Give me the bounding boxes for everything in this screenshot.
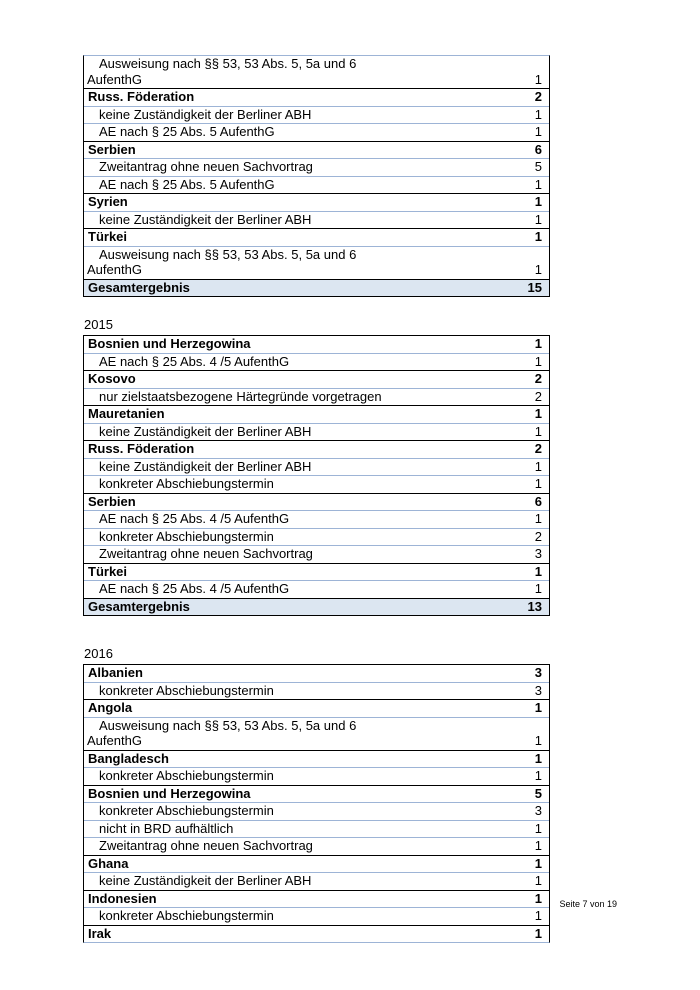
row-label-text: Ausweisung nach §§ 53, 53 Abs. 5, 5a und 6 bbox=[99, 56, 357, 71]
row-value: 1 bbox=[534, 855, 542, 871]
row-value: 1 bbox=[534, 908, 542, 923]
row-label-text: AE nach § 25 Abs. 4 /5 AufenthG bbox=[99, 353, 290, 369]
row-label-text: Zweitantrag ohne neuen Sachvortrag bbox=[99, 159, 313, 174]
row-label-text: Russ. Föderation bbox=[88, 441, 195, 456]
row-value: 2 bbox=[534, 388, 542, 404]
row-value: 1 bbox=[534, 838, 542, 853]
row-label-text: Albanien bbox=[88, 665, 143, 680]
row-value: 5 bbox=[534, 785, 542, 801]
row-label bbox=[84, 194, 515, 211]
row-value: 1 bbox=[534, 106, 542, 122]
table-row-sub-wrap bbox=[84, 56, 549, 88]
table-row-country bbox=[84, 336, 549, 353]
table-row-country bbox=[84, 890, 549, 908]
row-label bbox=[84, 494, 515, 511]
table-row-sub bbox=[84, 353, 549, 371]
row-value: 1 bbox=[534, 476, 542, 491]
row-label bbox=[84, 599, 515, 616]
row-label-text: nicht in BRD aufhältlich bbox=[99, 820, 234, 836]
row-label-text-line2: AufenthG bbox=[87, 71, 142, 87]
table-row-sub bbox=[84, 907, 549, 925]
row-label bbox=[84, 459, 515, 476]
row-value: 1 bbox=[534, 820, 542, 836]
table-row-sub bbox=[84, 802, 549, 820]
table-row-country bbox=[84, 370, 549, 388]
row-label bbox=[84, 803, 515, 820]
row-value: 1 bbox=[534, 768, 542, 783]
tables-area bbox=[83, 55, 550, 943]
row-label-text: Bangladesch bbox=[88, 750, 169, 766]
pivot-table bbox=[83, 335, 550, 616]
table-row-sub bbox=[84, 682, 549, 700]
table-row-sub bbox=[84, 106, 549, 124]
row-label-text: Syrien bbox=[88, 194, 128, 209]
row-label bbox=[84, 89, 515, 106]
row-label-text: keine Zuständigkeit der Berliner ABH bbox=[99, 423, 312, 439]
row-label bbox=[84, 354, 515, 371]
row-label bbox=[84, 856, 515, 873]
row-label bbox=[84, 838, 515, 855]
table-row-sub bbox=[84, 158, 549, 176]
row-label-text: Ausweisung nach §§ 53, 53 Abs. 5, 5a und 6 bbox=[99, 717, 357, 733]
row-value: 1 bbox=[534, 211, 542, 227]
row-label bbox=[84, 511, 515, 528]
row-label bbox=[84, 56, 515, 88]
row-label-text: konkreter Abschiebungstermin bbox=[99, 908, 274, 923]
row-label bbox=[84, 768, 515, 785]
row-value: 6 bbox=[534, 493, 542, 509]
row-label bbox=[84, 247, 515, 279]
pivot-table bbox=[83, 664, 550, 943]
year-label: 2015 bbox=[84, 317, 113, 332]
row-label-text: AE nach § 25 Abs. 5 AufenthG bbox=[99, 124, 275, 139]
row-label bbox=[84, 683, 515, 700]
row-label bbox=[84, 786, 515, 803]
row-label bbox=[84, 389, 515, 406]
row-label bbox=[84, 107, 515, 124]
table-row-country bbox=[84, 493, 549, 511]
row-value: 1 bbox=[534, 873, 542, 888]
row-value: 1 bbox=[534, 262, 542, 277]
row-label bbox=[84, 665, 515, 682]
row-value: 1 bbox=[534, 194, 542, 209]
row-label-text: konkreter Abschiebungstermin bbox=[99, 768, 274, 783]
row-label-text: Ausweisung nach §§ 53, 53 Abs. 5, 5a und 6 bbox=[99, 246, 357, 262]
row-value: 2 bbox=[534, 441, 542, 456]
row-label bbox=[84, 424, 515, 441]
year-label: 2016 bbox=[84, 646, 113, 661]
row-label-text: Ghana bbox=[88, 855, 129, 871]
row-value: 1 bbox=[534, 700, 542, 715]
row-value: 1 bbox=[534, 511, 542, 526]
row-value: 1 bbox=[534, 750, 542, 766]
row-value: 1 bbox=[534, 229, 542, 244]
row-label bbox=[84, 908, 515, 925]
row-label-text: keine Zuständigkeit der Berliner ABH bbox=[99, 458, 312, 474]
row-label bbox=[84, 177, 515, 194]
row-value: 1 bbox=[534, 563, 542, 579]
page-footer: Seite 7 von 19 bbox=[559, 899, 617, 909]
row-label-text: Zweitantrag ohne neuen Sachvortrag bbox=[99, 838, 313, 853]
row-label-text: AE nach § 25 Abs. 5 AufenthG bbox=[99, 176, 275, 192]
row-value: 1 bbox=[534, 458, 542, 474]
table-row-country bbox=[84, 405, 549, 423]
table-row-sub bbox=[84, 767, 549, 785]
row-value: 2 bbox=[534, 371, 542, 386]
row-value: 1 bbox=[534, 890, 542, 906]
table-row-sub bbox=[84, 388, 549, 406]
row-label bbox=[84, 873, 515, 890]
row-value: 1 bbox=[534, 336, 542, 351]
table-row-country bbox=[84, 855, 549, 873]
row-value: 6 bbox=[534, 141, 542, 157]
table-row-country bbox=[84, 563, 549, 581]
row-value: 1 bbox=[534, 925, 542, 941]
row-label bbox=[84, 406, 515, 423]
row-label bbox=[84, 891, 515, 908]
row-label-text: Mauretanien bbox=[88, 406, 165, 421]
row-label-text: Serbien bbox=[88, 493, 136, 509]
row-label bbox=[84, 229, 515, 246]
table-block bbox=[83, 646, 550, 943]
table-row-sub-wrap bbox=[84, 717, 549, 750]
row-value: 1 bbox=[534, 71, 542, 87]
row-label bbox=[84, 564, 515, 581]
row-label bbox=[84, 441, 515, 458]
row-label bbox=[84, 546, 515, 563]
table-row-sub bbox=[84, 423, 549, 441]
row-label-text: Türkei bbox=[88, 229, 128, 244]
table-row-sub-wrap bbox=[84, 246, 549, 279]
row-value: 3 bbox=[534, 546, 542, 561]
row-value: 5 bbox=[534, 159, 542, 174]
row-label-text: Irak bbox=[88, 925, 112, 941]
row-label bbox=[84, 700, 515, 717]
table-row-sub bbox=[84, 545, 549, 563]
row-label bbox=[84, 159, 515, 176]
row-label-text: Indonesien bbox=[88, 890, 157, 906]
table-row-country bbox=[84, 925, 549, 943]
table-row-sub bbox=[84, 820, 549, 838]
row-label-text: keine Zuständigkeit der Berliner ABH bbox=[99, 106, 312, 122]
row-label bbox=[84, 371, 515, 388]
row-value: 1 bbox=[534, 581, 542, 596]
table-row-country bbox=[84, 228, 549, 246]
row-label bbox=[84, 280, 515, 297]
row-label-text: Türkei bbox=[88, 563, 128, 579]
row-label-text: konkreter Abschiebungstermin bbox=[99, 528, 274, 544]
row-value: 3 bbox=[534, 665, 542, 680]
row-label-text: keine Zuständigkeit der Berliner ABH bbox=[99, 211, 312, 227]
table-row-country bbox=[84, 141, 549, 159]
row-label-text: Serbien bbox=[88, 141, 136, 157]
table-row-sub bbox=[84, 580, 549, 598]
row-label-text: konkreter Abschiebungstermin bbox=[99, 682, 274, 698]
table-block bbox=[83, 55, 550, 297]
row-label-text: konkreter Abschiebungstermin bbox=[99, 803, 274, 818]
row-label-text: keine Zuständigkeit der Berliner ABH bbox=[99, 873, 312, 888]
row-value: 1 bbox=[534, 124, 542, 139]
row-label-text-line2: AufenthG bbox=[87, 262, 142, 277]
table-row-total bbox=[84, 279, 549, 297]
row-value: 1 bbox=[534, 406, 542, 421]
table-row-country bbox=[84, 665, 549, 682]
table-row-sub bbox=[84, 475, 549, 493]
row-label bbox=[84, 751, 515, 768]
row-value: 3 bbox=[534, 682, 542, 698]
table-row-sub bbox=[84, 510, 549, 528]
row-label-text: Bosnien und Herzegowina bbox=[88, 785, 251, 801]
table-row-sub bbox=[84, 872, 549, 890]
table-row-country bbox=[84, 699, 549, 717]
row-label-text: nur zielstaatsbezogene Härtegründe vorgetragen bbox=[99, 388, 382, 404]
row-label-text: Bosnien und Herzegowina bbox=[88, 336, 251, 351]
row-label-text: Gesamtergebnis bbox=[88, 279, 190, 295]
row-label-text-line2: AufenthG bbox=[87, 733, 142, 748]
row-label-text: Zweitantrag ohne neuen Sachvortrag bbox=[99, 546, 313, 561]
table-row-sub bbox=[84, 837, 549, 855]
row-label bbox=[84, 821, 515, 838]
table-block bbox=[83, 317, 550, 616]
row-label bbox=[84, 581, 515, 598]
row-label bbox=[84, 926, 515, 943]
row-label-text: Angola bbox=[88, 700, 133, 715]
row-value: 2 bbox=[534, 89, 542, 104]
row-label-text: konkreter Abschiebungstermin bbox=[99, 476, 274, 491]
row-value: 13 bbox=[527, 598, 542, 614]
table-row-sub bbox=[84, 528, 549, 546]
table-row-country bbox=[84, 785, 549, 803]
row-label bbox=[84, 212, 515, 229]
table-row-country bbox=[84, 440, 549, 458]
table-row-sub bbox=[84, 458, 549, 476]
row-label bbox=[84, 124, 515, 141]
table-row-country bbox=[84, 750, 549, 768]
table-row-sub bbox=[84, 176, 549, 194]
row-label-text: Russ. Föderation bbox=[88, 89, 195, 104]
row-value: 1 bbox=[534, 353, 542, 369]
table-row-sub bbox=[84, 123, 549, 141]
row-label-text: Gesamtergebnis bbox=[88, 598, 190, 614]
row-label bbox=[84, 476, 515, 493]
row-value: 1 bbox=[534, 733, 542, 748]
row-label bbox=[84, 718, 515, 750]
row-value: 1 bbox=[534, 176, 542, 192]
table-row-country bbox=[84, 193, 549, 211]
pivot-table bbox=[83, 55, 550, 297]
table-row-country bbox=[84, 88, 549, 106]
row-value: 3 bbox=[534, 803, 542, 818]
row-label bbox=[84, 529, 515, 546]
table-row-total bbox=[84, 598, 549, 616]
row-label bbox=[84, 336, 515, 353]
row-label-text: AE nach § 25 Abs. 4 /5 AufenthG bbox=[99, 581, 290, 596]
row-label-text: Kosovo bbox=[88, 371, 136, 386]
row-value: 15 bbox=[527, 279, 542, 295]
table-row-sub bbox=[84, 211, 549, 229]
row-value: 1 bbox=[534, 423, 542, 439]
row-value: 2 bbox=[534, 528, 542, 544]
row-label bbox=[84, 142, 515, 159]
row-label-text: AE nach § 25 Abs. 4 /5 AufenthG bbox=[99, 511, 290, 526]
